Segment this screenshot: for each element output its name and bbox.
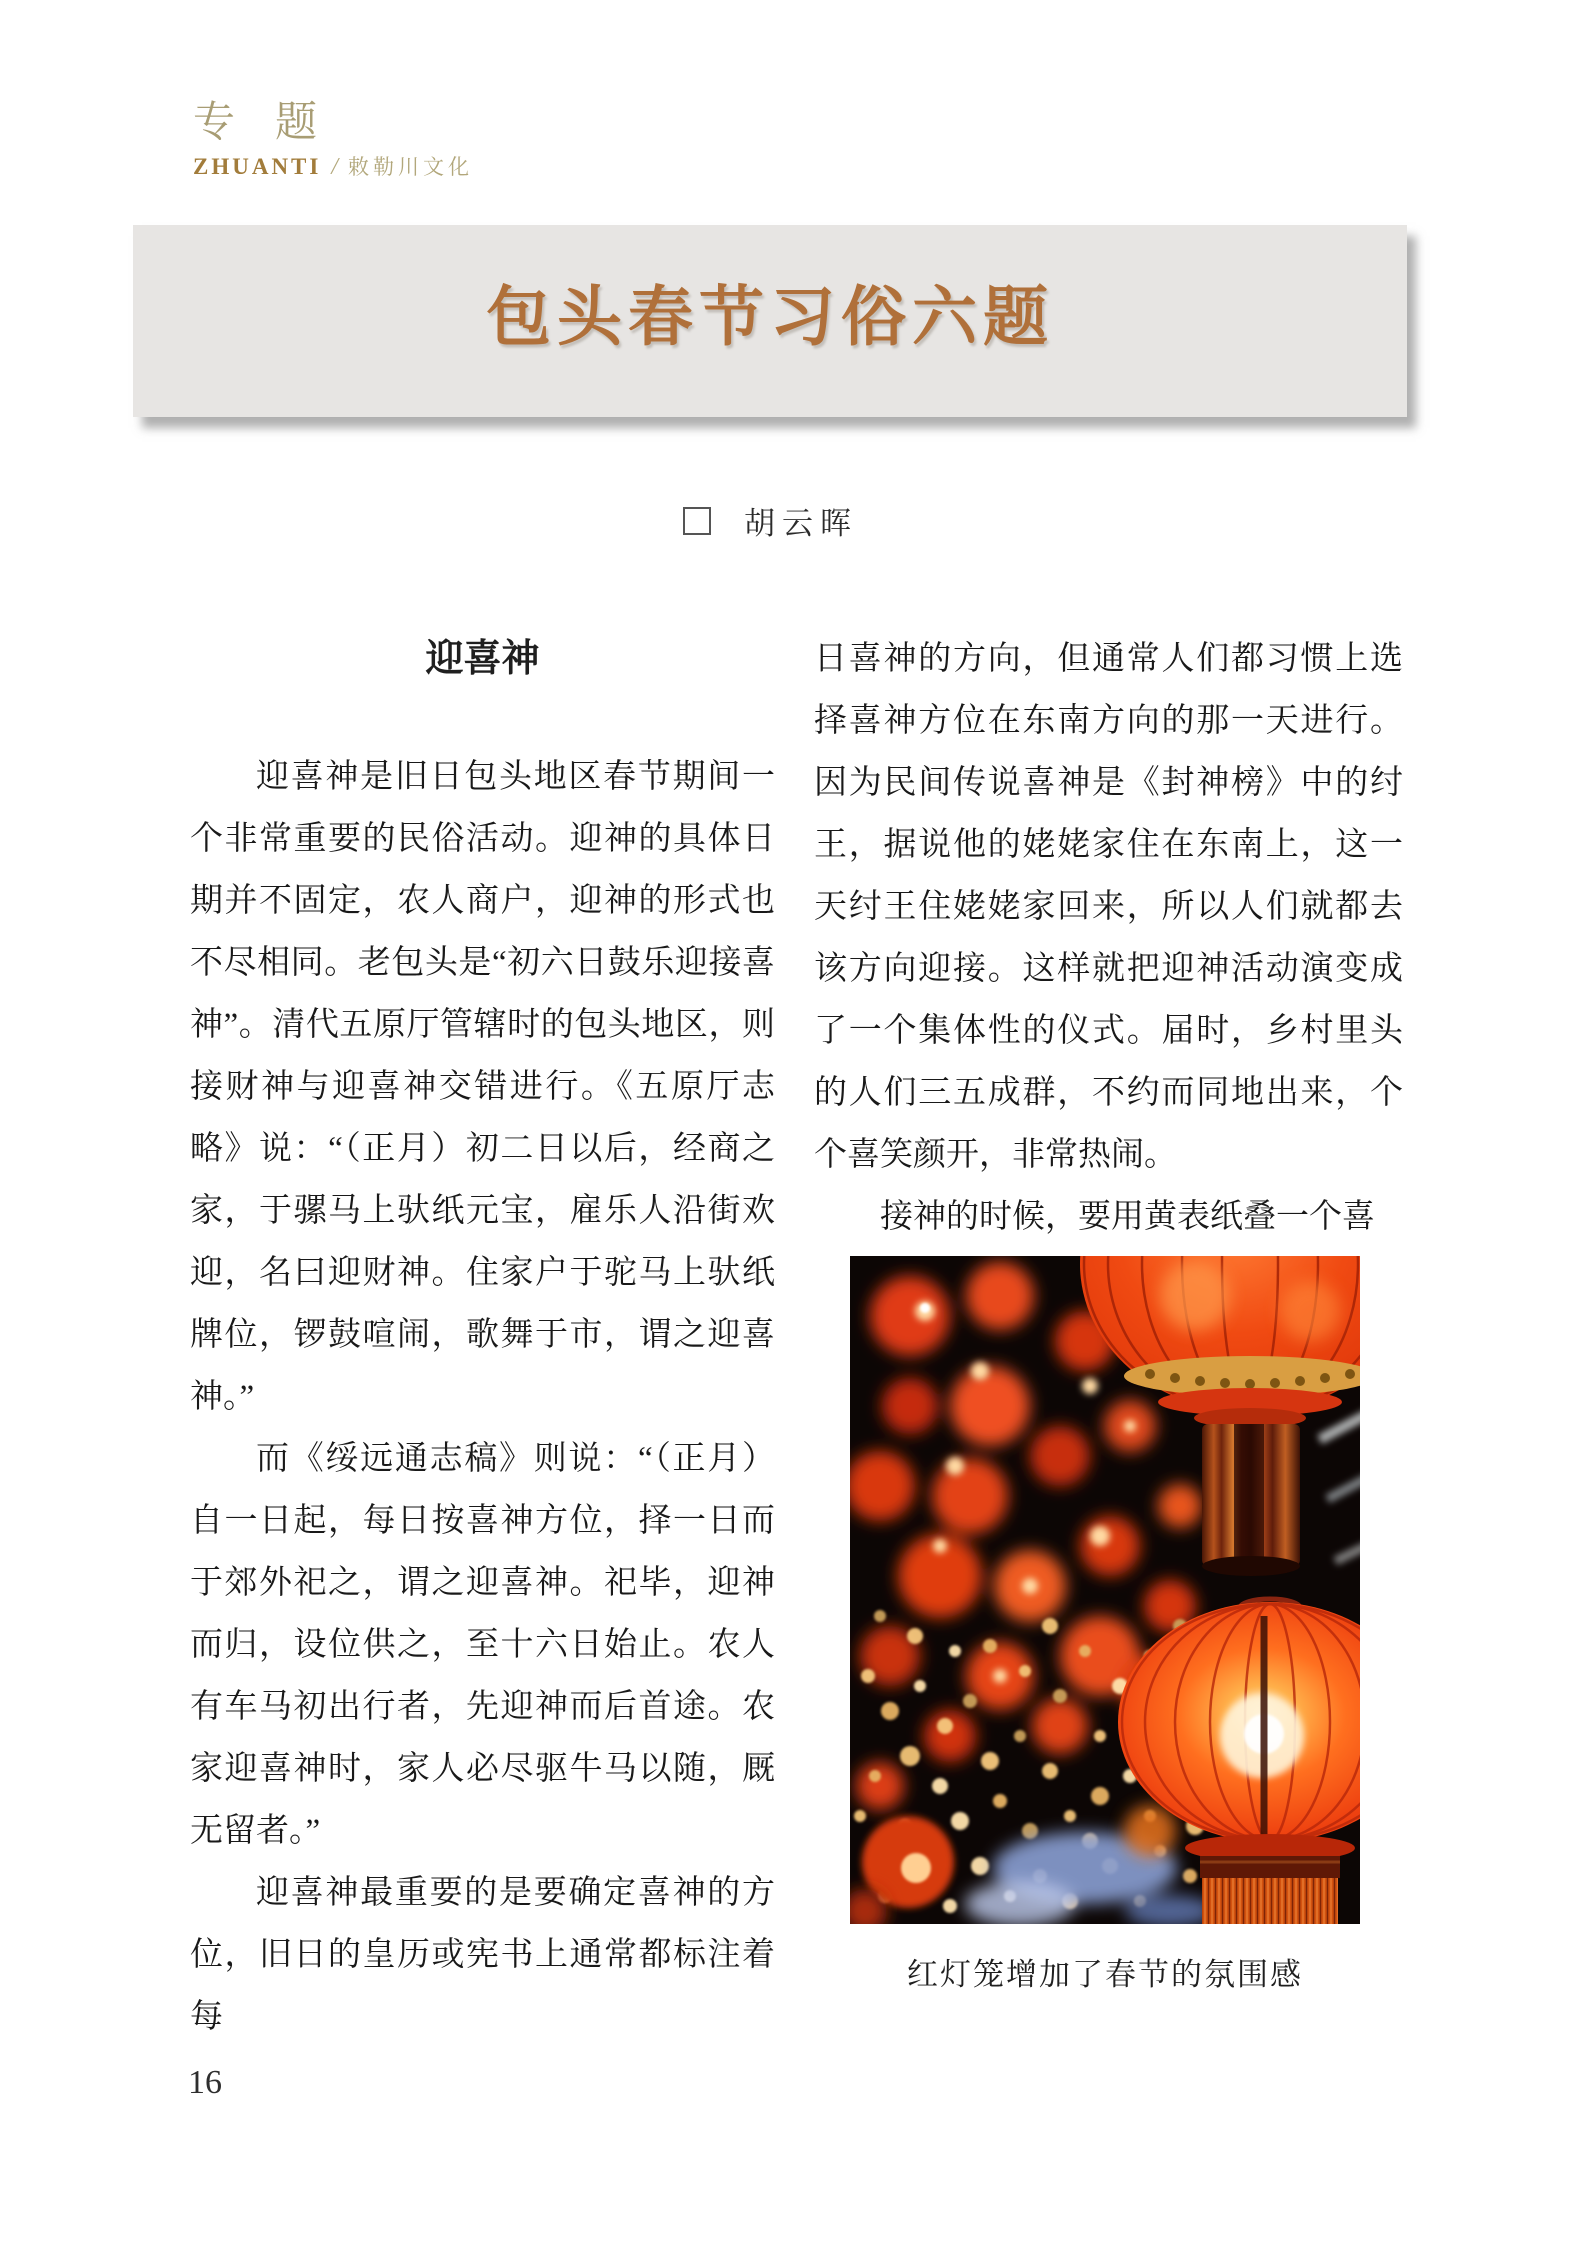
- category-label: 敕勒川文化: [348, 155, 474, 179]
- right-column: [814, 628, 1403, 2006]
- paragraph: 迎喜神最重要的是要确定喜神的方位，旧日的皇历或宪书上通常都标注着每: [190, 1875, 775, 2035]
- paragraph: 而《绥远通志稿》则说：“（正月）自一日起，每日按喜神方位，择一日而于郊外祀之，谓之迎喜神。祀毕，迎神而归，设位供之，至十六日始止。农人有车马初出行者，先迎神而后首途。农家迎喜神时，家人必尽驱牛马以随，厩无留者。”: [190, 1441, 775, 1849]
- paragraph: 日喜神的方向，但通常人们都习惯上选择喜神方位在东南方向的那一天进行。因为民间传说喜神是《封神榜》中的纣王，据说他的姥姥家住在东南上，这一天纣王住姥姥家回来，所以人们就都去该方向迎接。这样就把迎神活动演变成了一个集体性的仪式。届时，乡村里头的人们三五成群，不约而同地出来，个个喜笑颜开，非常热闹。: [814, 641, 1403, 1173]
- author-name: 胡云晖: [744, 506, 858, 541]
- subtitle-separator: /: [331, 154, 339, 180]
- author-square-icon: [683, 507, 711, 535]
- lanterns-photo: [850, 1256, 1360, 1924]
- article-title: 包头春节习俗六题: [485, 280, 1054, 353]
- section-heading: 迎喜神: [425, 638, 540, 680]
- photo-caption: 红灯笼增加了春节的氛围感: [907, 1957, 1303, 1992]
- section-title-pinyin: ZHUANTI: [193, 154, 322, 179]
- section-title-cn: 专题: [193, 100, 358, 146]
- byline: [683, 498, 858, 543]
- title-banner: [133, 225, 1407, 417]
- paragraph: 接神的时候，要用黄表纸叠一个喜: [880, 1199, 1375, 1235]
- paragraph: 迎喜神是旧日包头地区春节期间一个非常重要的民俗活动。迎神的具体日期并不固定，农人商户，迎神的形式也不尽相同。老包头是“初六日鼓乐迎接喜神”。清代五原厅管辖时的包头地区，则接财神与迎喜神交错进行。《五原厅志略》说：“（正月）初二日以后，经商之家，于骡马上驮纸元宝，雇乐人沿街欢迎，名曰迎财神。住家户于驼马上驮纸牌位，锣鼓喧闹，歌舞于市，谓之迎喜神。”: [190, 759, 775, 1415]
- left-column: [190, 628, 775, 2048]
- page-header: [193, 100, 473, 180]
- page-number: 16: [188, 2064, 222, 2101]
- section-subtitle: [193, 154, 473, 180]
